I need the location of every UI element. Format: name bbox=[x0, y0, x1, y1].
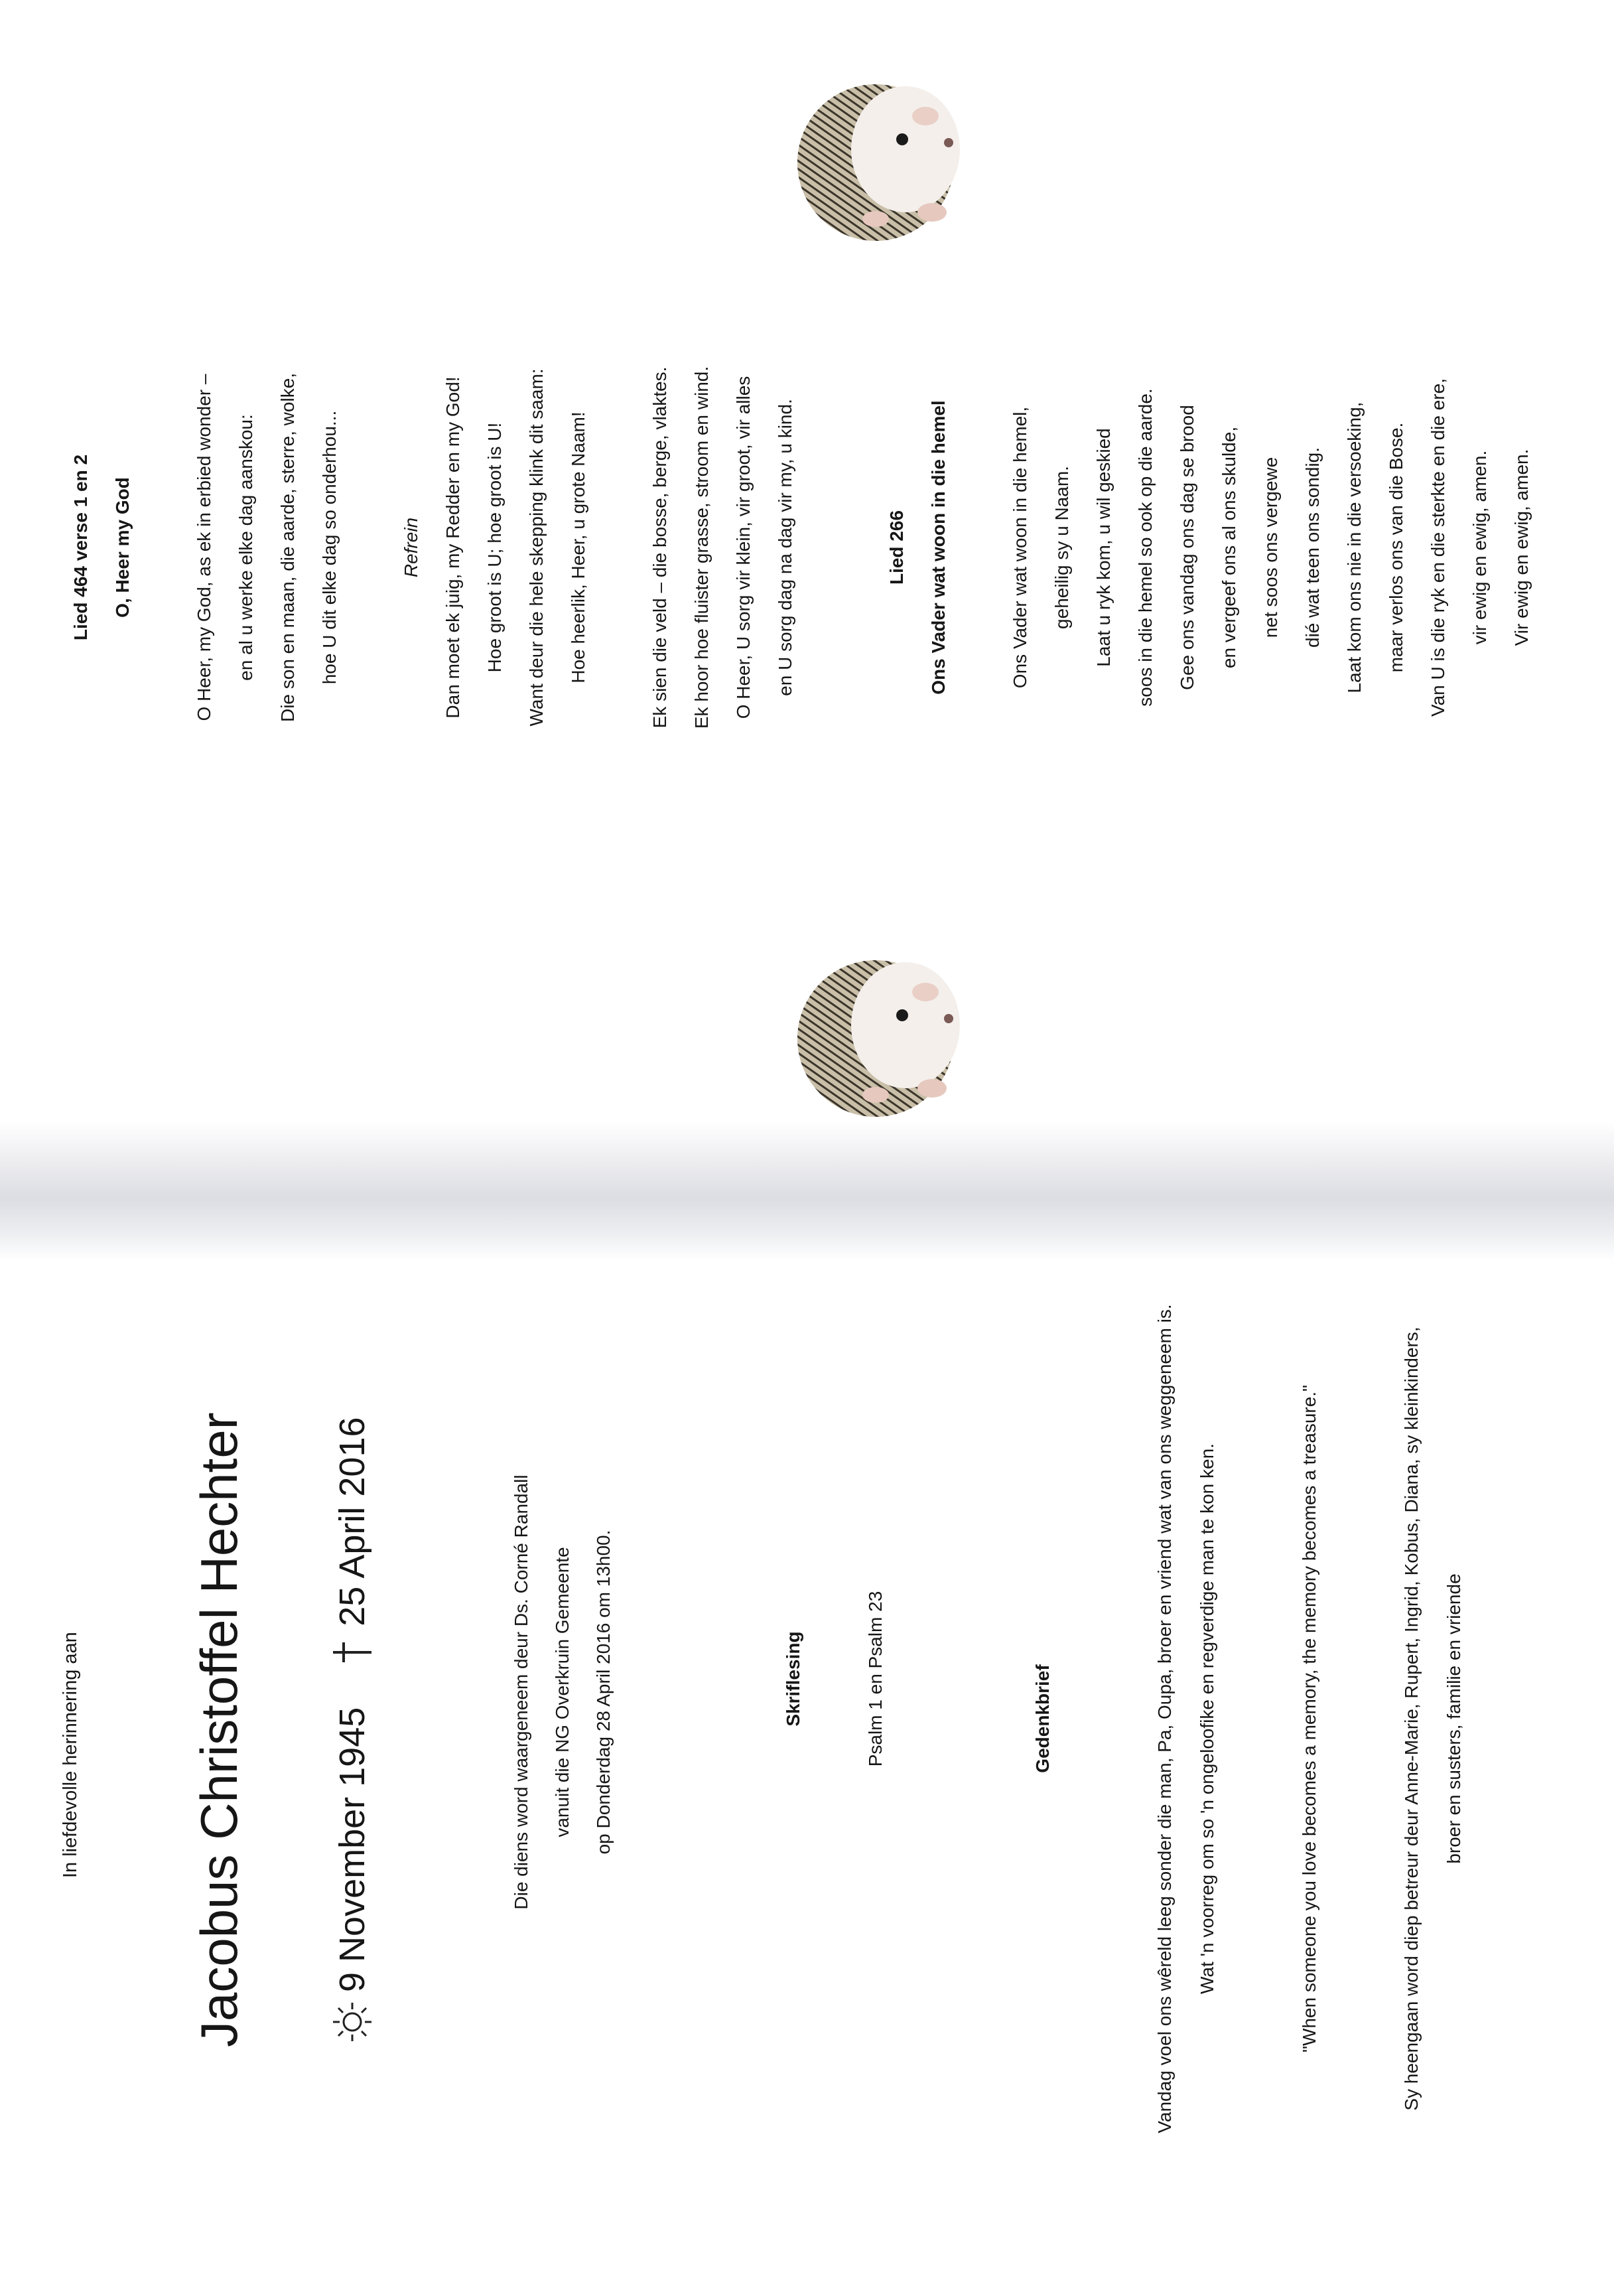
hymn-464: Lied 464 verse 1 en 2 O, Heer my God O Heer, my God, as ek in erbied wonder – en al u werke elke dag aanskou: Die son en maan, die aarde, sterre, wolke, hoe U dit elke dag so onderhou... Refrein Dan moet ek juig, my Redder en my God! Hoe groot is U; hoe groot is U! Want deur die hele skepping klink dit saam: Hoe heerlik, Heer, u grote Naam! Ek sien die veld – die bosse, berge, vlaktes. Ek hoor hoe fluister grasse, stroom en wind. O Heer, U sorg vir klein, vir groot, vir alles en U sorg dag na dag vir my, u kind. bbox=[60, 295, 806, 800]
hedgehog-icon bbox=[789, 70, 969, 249]
hymn-266-number: Lied 266 bbox=[886, 510, 907, 585]
letter-heading: Gedenkbrief bbox=[1032, 1664, 1053, 1773]
sun-icon bbox=[330, 2000, 374, 2044]
death-date: 25 April 2016 bbox=[332, 1417, 372, 1626]
refrain-label: Refrein bbox=[401, 517, 421, 578]
cover-intro: In liefdevolle herinnering aan bbox=[60, 1632, 81, 1878]
scripture-text: Psalm 1 en Psalm 23 bbox=[865, 1591, 886, 1767]
hymn-464-number: Lied 464 verse 1 en 2 bbox=[70, 454, 91, 641]
hymn-266: Lied 266 Ons Vader wat woon in die hemel Ons Vader wat woon in die hemel, geheilig sy u Naam. Laat u ryk kom, u wil geskied soos in die hemel so ook op die aarde. Gee ons vandag ons dag se brood en vergeef ons al ons skulde, net soos ons vergewe dié wat teen ons sondig. Laat kom ons nie in die versoeking, maar verlos ons van die Bose. Van U is die ryk en die sterkte en die ere, vir ewig en ewig, amen. Vir ewig en ewig, amen. bbox=[876, 295, 1542, 800]
birth-date: 9 November 1945 bbox=[332, 1707, 372, 1992]
letter-quote: "When someone you love becomes a memory, the memory becomes a treasure." bbox=[1299, 1384, 1319, 2053]
scripture-heading: Skriflesing bbox=[783, 1631, 803, 1727]
memorial-letter: Gedenkbrief Vandag voel ons wêreld leeg sonder die man, Pa, Oupa, broer en vriend wat van ons weggeneem is. Wat 'n voorreg om so 'n ongeloofike en regverdige man te kon ken. "When someone you love becomes a memory, the memory becomes a treasure." Sy heengaan word diep betreur deur Anne-Marie, Rupert, Ingrid, Kobus, Diana, sy kleinkinders, broer en susters, familie en vriende bbox=[1022, 1201, 1475, 2236]
service-details: Die diens word waargeneem deur Ds. Corné Randall vanuit die NG Overkruin Gemeente op Donderdag 28 April 2016 om 13h00. bbox=[511, 1474, 614, 1910]
hymn-464-title: O, Heer my God bbox=[112, 477, 133, 618]
deceased-name: Jacobus Christoffel Hechter bbox=[190, 1412, 248, 2047]
scripture-section bbox=[773, 1480, 896, 1878]
life-dates bbox=[330, 1417, 374, 2044]
hymn-266-title: Ons Vader wat woon in die hemel bbox=[928, 400, 949, 695]
cross-icon bbox=[330, 1636, 374, 1669]
hedgehog-icon bbox=[789, 946, 969, 1125]
